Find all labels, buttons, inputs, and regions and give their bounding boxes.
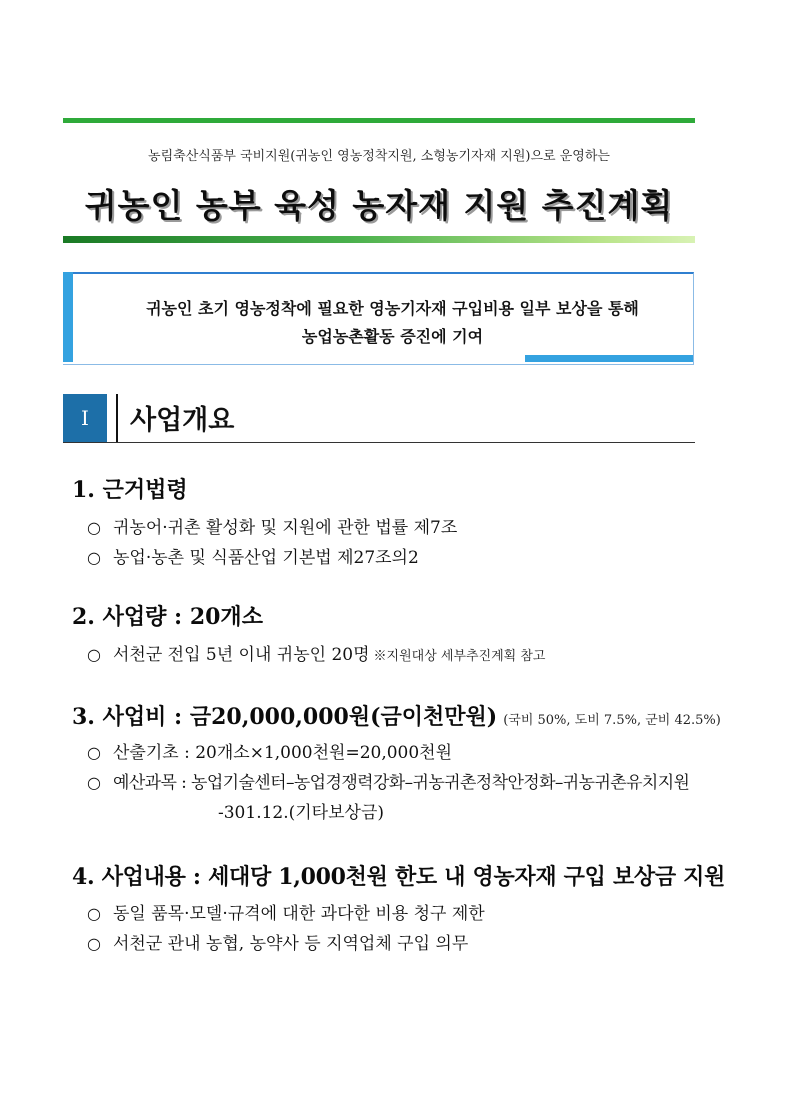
list-item: ○ 서천군 관내 농협, 농약사 등 지역업체 구입 의무 xyxy=(87,934,469,954)
heading-project-content: 4. 사업내용 : 세대당 1,000천원 한도 내 영농자재 구입 보상금 지원 xyxy=(72,864,726,890)
goal-box-accent-bottom xyxy=(525,355,693,362)
heading-legal-basis: 1. 근거법령 xyxy=(72,477,188,503)
bullet-icon: ○ xyxy=(87,548,101,567)
funding-ratio-note: (국비 50%, 도비 7.5%, 군비 42.5%) xyxy=(503,713,721,728)
list-item: ○ 귀농어·귀촌 활성화 및 지원에 관한 법률 제7조 xyxy=(87,518,458,538)
reference-note: ※지원대상 세부추진계획 참고 xyxy=(373,649,546,664)
budget-continuation: -301.12.(기타보상금) xyxy=(218,803,385,823)
list-item: ○ 산출기초 : 20개소×1,000천원=20,000천원 xyxy=(87,743,453,763)
bullet-icon: ○ xyxy=(87,934,101,953)
section-underline xyxy=(63,442,695,443)
goal-box-accent-left xyxy=(63,272,73,362)
list-item: ○ 서천군 전입 5년 이내 귀농인 20명 ※지원대상 세부추진계획 참고 xyxy=(87,645,546,665)
bullet-icon: ○ xyxy=(87,743,101,762)
gradient-divider xyxy=(63,236,695,243)
bullet-icon: ○ xyxy=(87,904,101,923)
document-title: 귀농인 농부 육성 농자재 지원 추진계획 xyxy=(84,186,674,225)
list-item: ○ 예산과목 : 농업기술센터–농업경쟁력강화–귀농귀촌정착안정화–귀농귀촌유치지원 xyxy=(87,773,690,793)
top-green-bar xyxy=(63,118,695,123)
section-title: 사업개요 xyxy=(130,405,235,436)
list-item: ○ 농업·농촌 및 식품산업 기본법 제27조의2 xyxy=(87,548,419,568)
goal-text xyxy=(100,295,685,351)
list-item: ○ 동일 품목·모델·규격에 대한 과다한 비용 청구 제한 xyxy=(87,904,485,924)
section-number-badge: I xyxy=(63,394,107,442)
heading-project-cost: 3. 사업비 : 금20,000,000원(금이천만원) (국비 50%, 도비 7.5%, 군비 42.5%) xyxy=(72,704,721,730)
section-divider xyxy=(116,394,118,442)
heading-project-volume: 2. 사업량 : 20개소 xyxy=(72,604,263,630)
goal-line-1: 귀농인 초기 영농정착에 필요한 영농기자재 구입비용 일부 보상을 통해 xyxy=(146,299,639,318)
goal-line-2: 농업농촌활동 증진에 기여 xyxy=(301,327,484,346)
bullet-icon: ○ xyxy=(87,645,101,664)
bullet-icon: ○ xyxy=(87,773,101,792)
bullet-icon: ○ xyxy=(87,518,101,537)
document-subtitle: 농림축산식품부 국비지원(귀농인 영농정착지원, 소형농기자재 지원)으로 운영하는 xyxy=(148,149,610,164)
